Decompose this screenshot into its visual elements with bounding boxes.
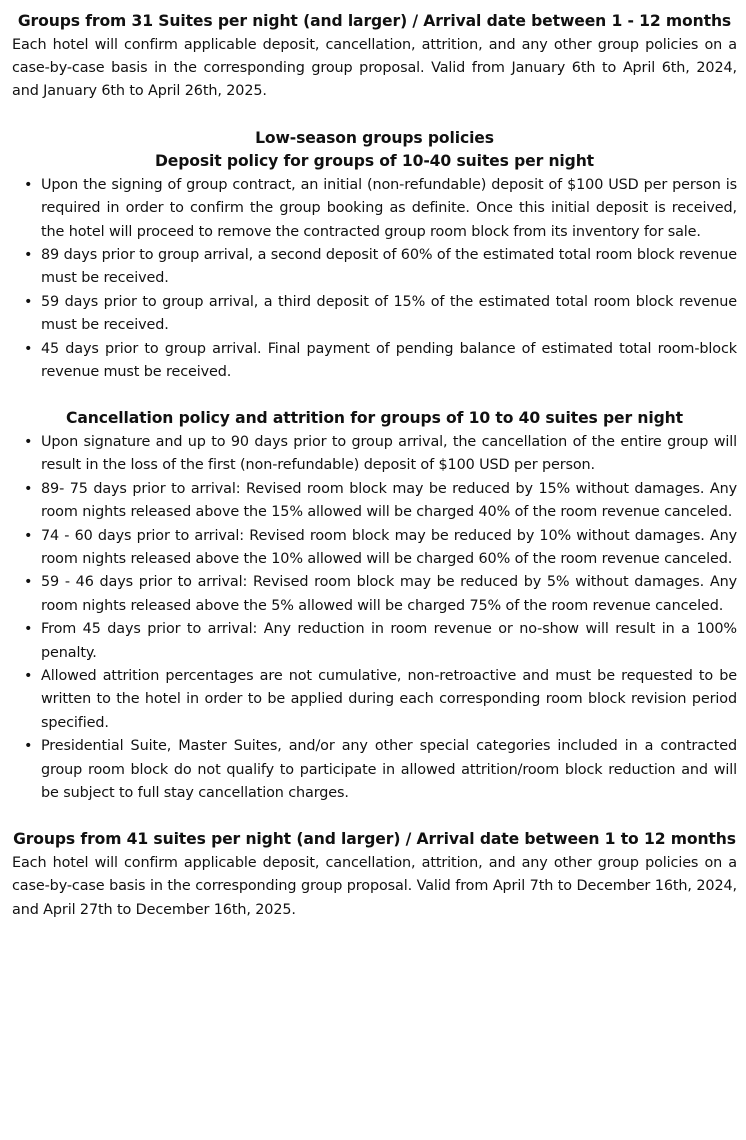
cancellation-policy-heading: Cancellation policy and attrition for groups of 10 to 40 suites per night: [66, 409, 683, 428]
list-item: • Presidential Suite, Master Suites, and/or any other special categories included in a contracted group room block do not qualify to participate in allowed attrition/room block reduction and will be subject to full stay cancellation charges.: [41, 735, 737, 805]
list-item: • Upon the signing of group contract, an initial (non-refundable) deposit of $100 USD per person is required in order to confirm the group booking as definite. Once this initial deposit is received, the hotel will proceed to remove the contracted group room block from its inventory for sale.: [41, 174, 737, 244]
spacer: [12, 384, 737, 407]
list-item: • Upon signature and up to 90 days prior to group arrival, the cancellation of the entire group will result in the loss of the first (non-refundable) deposit of $100 USD per person.: [41, 431, 737, 478]
list-item: • Allowed attrition percentages are not cumulative, non-retroactive and must be requested to be written to the hotel in order to be applied during each corresponding room block revision period specified.: [41, 665, 737, 735]
section-41-heading: Groups from 41 suites per night (and larger) / Arrival date between 1 to 12 months: [13, 830, 736, 849]
deposit-policy-list: [12, 174, 737, 385]
list-item: • From 45 days prior to arrival: Any reduction in room revenue or no-show will result in a 100% penalty.: [41, 618, 737, 665]
spacer: [12, 805, 737, 828]
list-item: • 89- 75 days prior to arrival: Revised room block may be reduced by 15% without damages. Any room nights released above the 15% allowed will be charged 40% of the room revenue canceled.: [41, 478, 737, 525]
spacer: [12, 104, 737, 127]
section-31-heading: Groups from 31 Suites per night (and larger) / Arrival date between 1 - 12 months: [17, 12, 732, 30]
deposit-policy-heading: Deposit policy for groups of 10-40 suites per night: [154, 152, 595, 171]
section-41-paragraph: Each hotel will confirm applicable deposit, cancellation, attrition, and any other group policies on a case-by-case basis in the corresponding group proposal. Valid from April 7th to December 16th, 2024, and April 27th to December 16th, 2025.: [12, 854, 737, 918]
cancellation-policy-list: [12, 431, 737, 806]
list-item: • 45 days prior to group arrival. Final payment of pending balance of estimated total room-block revenue must be received.: [41, 338, 737, 385]
section-31-paragraph: Each hotel will confirm applicable deposit, cancellation, attrition, and any other group policies on a case-by-case basis in the corresponding group proposal. Valid from January 6th to April 6th, 2024, and January 6th to April 26th, 2025.: [12, 36, 737, 100]
list-item: • 89 days prior to group arrival, a second deposit of 60% of the estimated total room block revenue must be received.: [41, 244, 737, 291]
list-item: • 59 days prior to group arrival, a third deposit of 15% of the estimated total room block revenue must be received.: [41, 291, 737, 338]
low-season-heading: Low-season groups policies: [255, 128, 494, 147]
list-item: • 59 - 46 days prior to arrival: Revised room block may be reduced by 5% without damages. Any room nights released above the 5% allowed will be charged 75% of the room revenue canceled.: [41, 571, 737, 618]
list-item: • 74 - 60 days prior to arrival: Revised room block may be reduced by 10% without damages. Any room nights released above the 10% allowed will be charged 60% of the room revenue canceled.: [41, 525, 737, 572]
